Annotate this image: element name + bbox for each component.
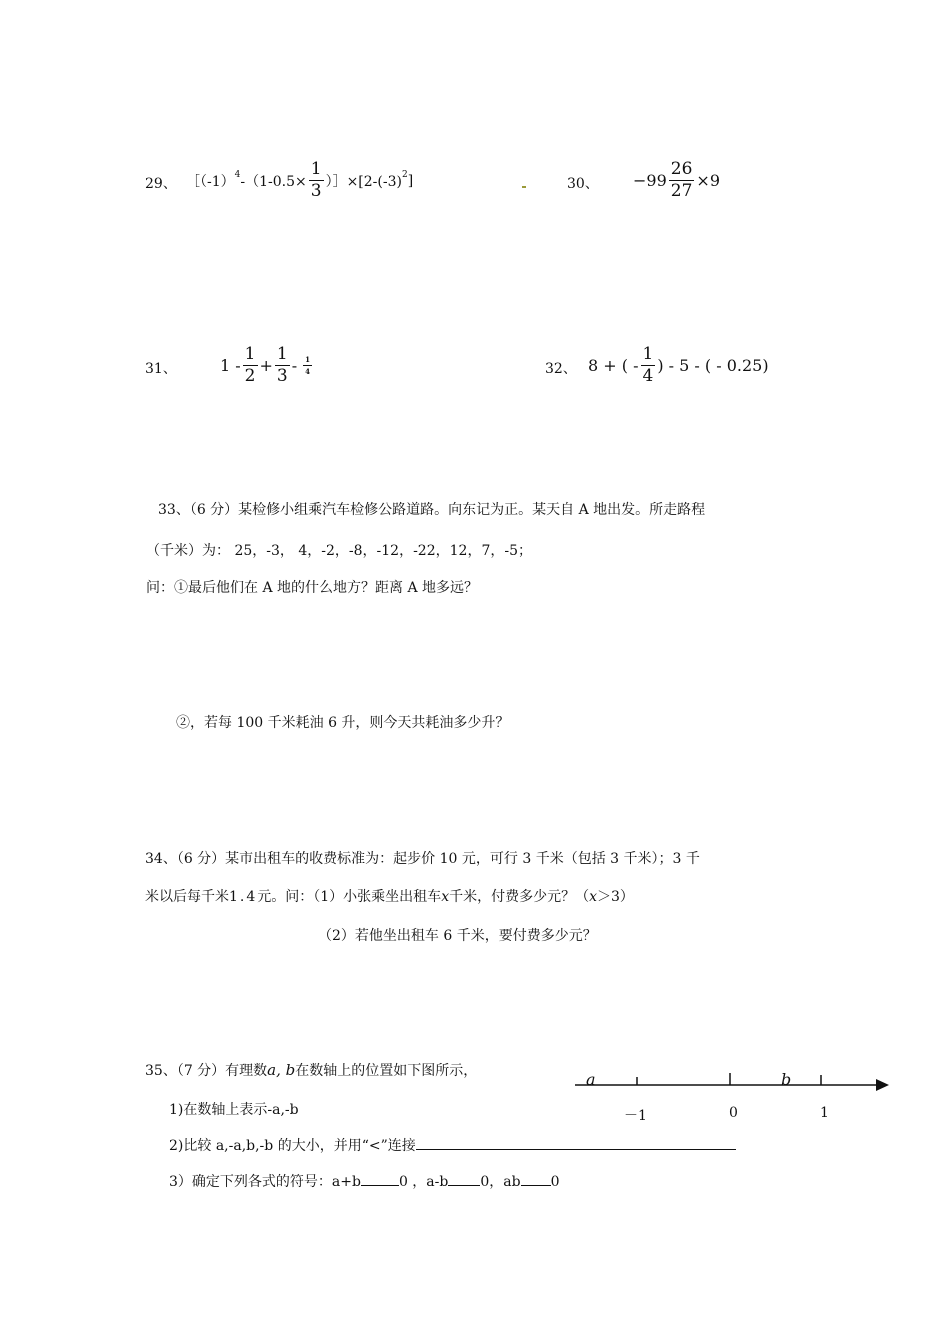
- q32-tail: ) - 5 - ( - 0.25): [657, 356, 769, 375]
- q32-number: 32、: [545, 361, 577, 377]
- q29-exponent-2: 2: [401, 169, 408, 180]
- q34-line-2-a: 米以后每千米: [145, 889, 229, 905]
- q34-line-3: （2）若他坐出租车 6 千米，要付费多少元？: [318, 928, 597, 944]
- q29-part1: ［（-1）: [186, 173, 235, 190]
- tick-label-1: 1: [820, 1105, 829, 1121]
- tick-label-0: 0: [729, 1105, 738, 1121]
- q30-expression: [633, 161, 720, 200]
- q33-line-3: 问：①最后他们在 A 地的什么地方？距离 A 地多远？: [146, 580, 479, 596]
- q34-line-2-b: 元。问：（1）小张乘坐出租车: [257, 889, 442, 905]
- q35-blank-a-minus-b[interactable]: [448, 1185, 480, 1186]
- q33-line-1: 33、（6 分）某检修小组乘汽车检修公路道路。向东记为正。某天自 A 地出发。所走路程: [158, 502, 706, 518]
- q33-line-2: （千米）为： 25，-3， 4，-2，-8，-12，-22，12，7，-5；: [146, 543, 532, 559]
- q31-f2-denominator: 3: [276, 366, 288, 386]
- q29-exponent-1: 4: [234, 169, 241, 180]
- q29-part2: -（1-0.5×: [240, 173, 307, 190]
- q31-number: 31、: [145, 361, 177, 377]
- axis-arrow-icon: [876, 1079, 889, 1091]
- q35-line-1-b: 在数轴上的位置如下图所示，: [295, 1063, 478, 1079]
- q32-lead: 8 + ( -: [588, 356, 639, 375]
- q29-frac-numerator: 1: [310, 159, 322, 179]
- q34-var-x: x: [441, 889, 450, 905]
- q34-line-2-d: ＞3）: [597, 889, 634, 905]
- q32-frac-numerator: 1: [642, 344, 654, 364]
- q30-frac-numerator: 26: [670, 159, 693, 179]
- q35-sub-3-a: 3）确定下列各式的符号：a+b: [169, 1174, 361, 1190]
- q35-sub-2-a: 2)比较 a,-a,b,-b 的: [169, 1138, 292, 1154]
- q35-line-1: [145, 1060, 477, 1080]
- q30-tail: ×9: [696, 171, 720, 190]
- q31-lead: 1 -: [220, 356, 241, 375]
- q30-frac-denominator: 27: [670, 181, 693, 201]
- q34-line-2-c: 千米，付费多少元？（: [449, 889, 590, 905]
- q34-line-1: 34、（6 分）某市出租车的收费标准为：起步价 10 元，可行 3 千米（包括 3 千米）；3 千: [145, 851, 700, 867]
- q30-whole: −99: [633, 171, 667, 190]
- q33-line-4: ②，若每 100 千米耗油 6 升，则今天共耗油多少升？: [176, 715, 510, 731]
- q35-sub-2-b: 大小，并用“<”连接: [291, 1138, 416, 1154]
- q31-fraction-1: [243, 346, 258, 385]
- q31-expression: [220, 346, 314, 385]
- q29-expression: [186, 161, 413, 200]
- q31-f3-denominator: 4: [305, 367, 311, 376]
- q35-sub-3-d: 0: [550, 1174, 560, 1190]
- q29-part4: ]: [407, 172, 414, 189]
- stray-mark: [522, 186, 526, 188]
- axis-label-b: b: [781, 1070, 792, 1089]
- q32-frac-denominator: 4: [642, 366, 654, 386]
- q29-fraction: [309, 161, 324, 200]
- q29-part3: ）］×[2-(-3): [325, 173, 402, 190]
- q29-number: 29、: [145, 176, 177, 192]
- q35-sub-3: [169, 1171, 560, 1191]
- q29-frac-denominator: 3: [310, 181, 322, 201]
- q31-f1-denominator: 2: [244, 366, 256, 386]
- q35-sub-3-b: 0 ，a-b: [398, 1174, 449, 1190]
- q34-var-x2: x: [589, 889, 597, 905]
- q35-sub-3-c: 0，ab: [480, 1174, 521, 1190]
- q31-fraction-3: [303, 356, 312, 375]
- q32-expression: [588, 346, 769, 385]
- q35-blank-a-plus-b[interactable]: [361, 1185, 399, 1186]
- q30-number: 30、: [567, 176, 599, 192]
- q31-op1: +: [259, 356, 273, 375]
- q31-fraction-2: [275, 346, 290, 385]
- q31-op2: -: [291, 356, 298, 375]
- q34-price: 1.4: [229, 889, 258, 905]
- axis-label-a: a: [586, 1070, 596, 1089]
- q30-fraction: [669, 161, 695, 200]
- q31-f3-numerator: 1: [305, 355, 311, 364]
- q35-vars: a, b: [267, 1061, 296, 1079]
- tick-label-neg1: －1: [624, 1108, 647, 1124]
- q35-compare-answer-blank[interactable]: [416, 1149, 736, 1150]
- q31-f2-numerator: 1: [276, 344, 288, 364]
- q35-sub-1: 1)在数轴上表示-a,-b: [169, 1102, 299, 1118]
- q35-sub-2: [169, 1135, 736, 1155]
- q31-f1-numerator: 1: [244, 344, 256, 364]
- q35-blank-ab[interactable]: [521, 1185, 551, 1186]
- q34-line-2: [145, 886, 634, 906]
- q32-fraction: [641, 346, 656, 385]
- q35-line-1-a: 35、（7 分）有理数: [145, 1063, 268, 1079]
